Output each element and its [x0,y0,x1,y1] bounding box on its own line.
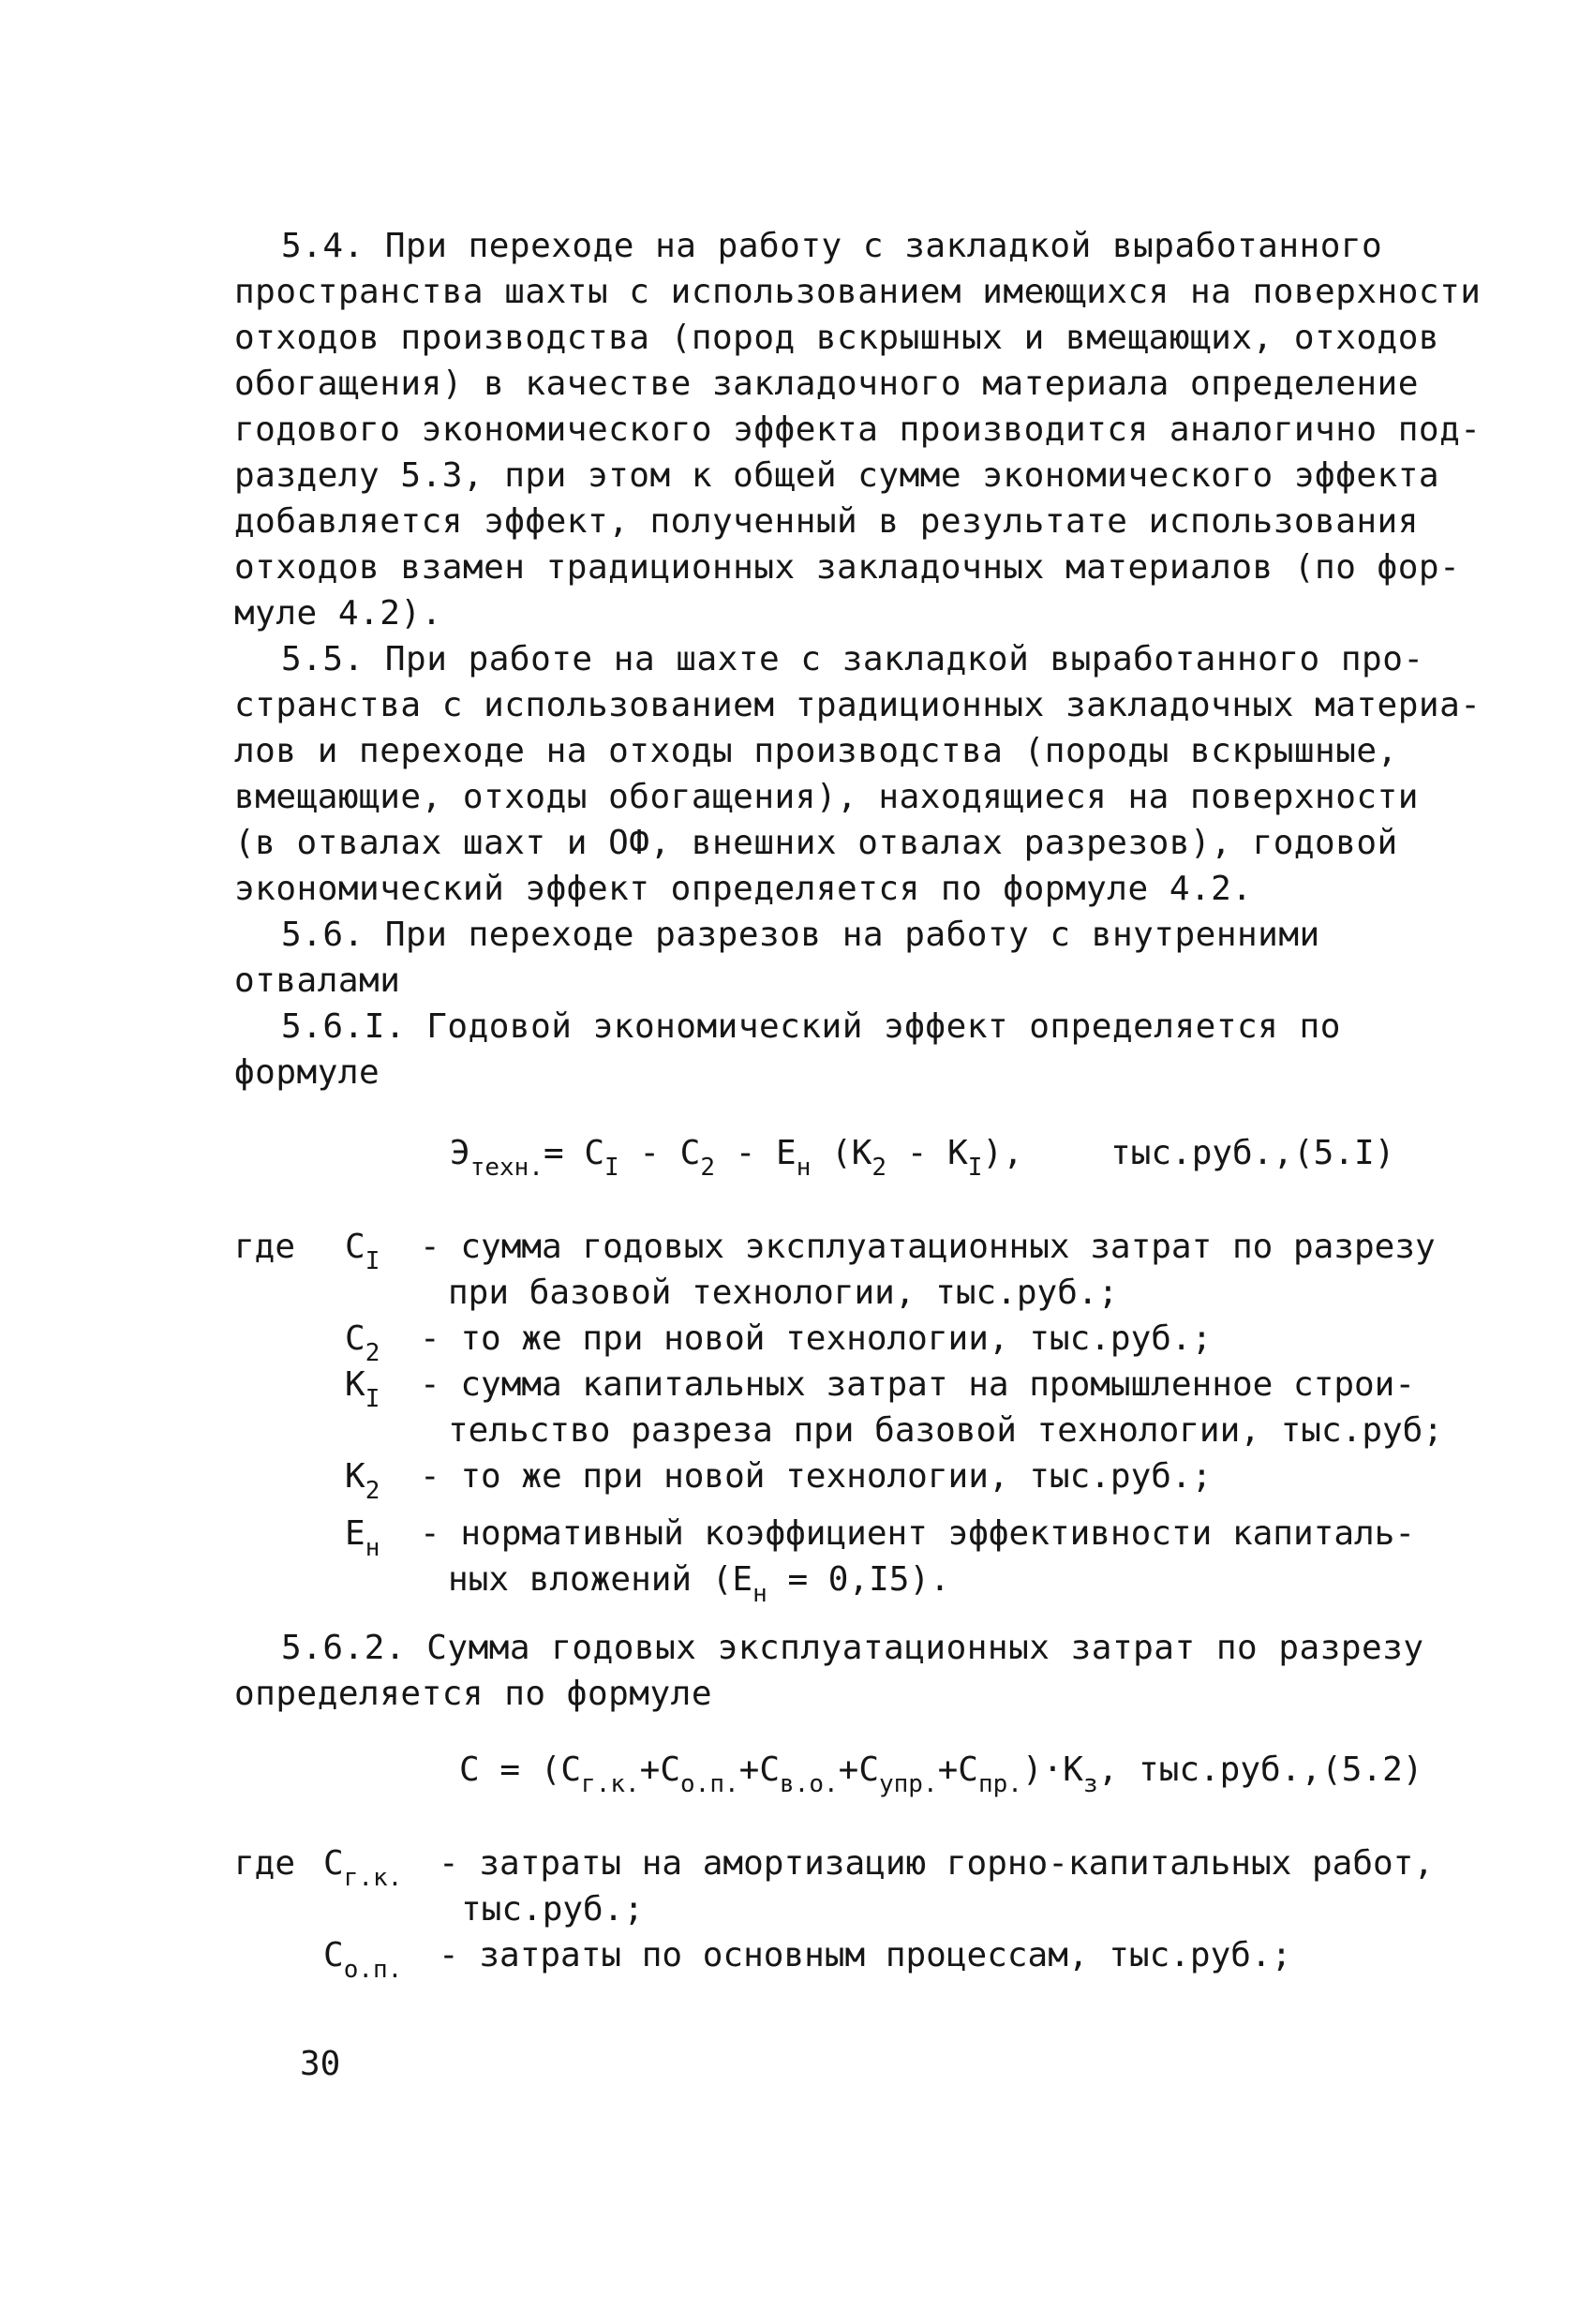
formula-part: )·К [1021,1750,1083,1789]
page-number: 30 [300,2045,341,2083]
formula-subscript: 2 [700,1154,716,1182]
definition-symbol: С [323,1844,344,1883]
formula-subscript: в.о. [780,1770,839,1798]
text-line: лов и переходе на отходы производства (породы вскрышные, [234,732,1398,770]
definition-symbol: К [345,1457,365,1496]
definition-subscript: н [365,1534,380,1562]
definition-subscript: г.к. [343,1864,403,1892]
definition-symbol: С [345,1319,365,1358]
text-line: отходов взамен традиционных закладочных материалов (по фор- [234,548,1461,587]
formula-5-2 [459,1749,1423,1798]
definition-subscript: н [752,1580,767,1608]
formula-number: (5.2) [1321,1750,1423,1789]
text-line: 5.4. При переходе на работу с закладкой выработанного [281,227,1383,265]
formula-5-1-number: (5.I) [1293,1134,1395,1172]
definition-text: при базовой технологии, тыс.руб.; [448,1274,1119,1312]
definition-symbol: Е [345,1514,365,1553]
formula-subscript: I [967,1154,983,1182]
formula-subscript: о.п. [680,1770,739,1798]
definition-text: - затраты на амортизацию горно-капитальных работ, [439,1844,1435,1883]
formula-part: С = (С [459,1750,582,1789]
text-line: странства с использованием традиционных закладочных материа- [234,686,1482,724]
text-line: обогащения) в качестве закладочного материала определение [234,365,1419,403]
text-line: 5.5. При работе на шахте с закладкой выработанного про- [281,640,1424,678]
text-line: пространства шахты с использованием имеющихся на поверхности [234,273,1482,311]
formula-part: (К [811,1134,872,1172]
text-line: 5.6.I. Годовой экономический эффект определяется по [281,1007,1341,1046]
definition-symbol: С [323,1936,344,1974]
formula-subscript: I [604,1154,619,1182]
formula-part: +С [738,1750,781,1789]
definition-subscript: о.п. [343,1956,403,1984]
definition-text-part: ных вложений (Е [448,1560,753,1599]
text-line: определяется по формуле [234,1675,712,1713]
formula-part: - С [618,1134,701,1172]
formula-part: ), [982,1134,1023,1172]
formula-part: , тыс.руб., [1097,1750,1322,1789]
formula-subscript: упр. [879,1770,938,1798]
text-line: 5.6.2. Сумма годовых эксплуатационных затрат по разрезу [281,1629,1424,1667]
definition-text: тельство разреза при базовой технологии, тыс.руб; [448,1411,1444,1450]
text-line: вмещающие, отходы обогащения), находящиеся на поверхности [234,778,1419,816]
formula-part: - К [886,1134,968,1172]
definition-text: - сумма годовых эксплуатационных затрат по разрезу [420,1228,1436,1266]
definition-subscript: 2 [365,1477,380,1505]
formula-part: = С [543,1134,604,1172]
definition-subscript: 2 [365,1339,380,1367]
text-line: муле 4.2). [234,594,442,633]
definition-text: - сумма капитальных затрат на промышленное строи- [420,1365,1416,1404]
text-line: (в отвалах шахт и ОФ, внешних отвалах разрезов), годовой [234,824,1398,862]
where-label: где [234,1228,296,1266]
definition-subscript: I [365,1247,380,1275]
definition-text: - нормативный коэффициент эффективности капиталь- [420,1514,1416,1553]
text-line: отвалами [234,961,401,1000]
formula-subscript: з [1082,1770,1098,1798]
text-line: 5.6. При переходе разрезов на работу с внутренними [281,916,1320,954]
formula-part: +С [639,1750,681,1789]
formula-subscript: техн. [469,1154,544,1182]
text-line: экономический эффект определяется по формуле 4.2. [234,870,1253,908]
formula-5-1 [450,1132,1023,1182]
formula-5-1-units: тыс.руб., [1110,1134,1294,1172]
text-line: формуле [234,1053,380,1092]
definition-text: - то же при новой технологии, тыс.руб.; [420,1457,1213,1496]
definition-text: - то же при новой технологии, тыс.руб.; [420,1319,1213,1358]
definition-symbol: С [345,1228,365,1266]
text-line: разделу 5.3, при этом к общей сумме экономического эффекта [234,456,1440,495]
formula-part: - Е [715,1134,797,1172]
formula-subscript: н [796,1154,812,1182]
formula-subscript: пр. [977,1770,1022,1798]
definition-text: тыс.руб.; [461,1890,645,1929]
formula-subscript: г.к. [581,1770,640,1798]
text-line: отходов производства (пород вскрышных и вмещающих, отходов [234,319,1440,357]
definition-subscript: I [365,1385,380,1413]
definition-text: - затраты по основным процессам, тыс.руб.; [439,1936,1292,1974]
definition-symbol: К [345,1365,365,1404]
where-label: где [234,1844,296,1883]
definition-text [448,1558,950,1608]
text-line: добавляется эффект, полученный в результате использования [234,502,1419,541]
definition-text-part: = 0,I5). [767,1560,950,1599]
formula-subscript: 2 [871,1154,887,1182]
formula-part: +С [838,1750,879,1789]
formula-symbol: Э [450,1134,470,1172]
text-line: годового экономического эффекта производится аналогично под- [234,410,1482,449]
formula-part: +С [937,1750,978,1789]
